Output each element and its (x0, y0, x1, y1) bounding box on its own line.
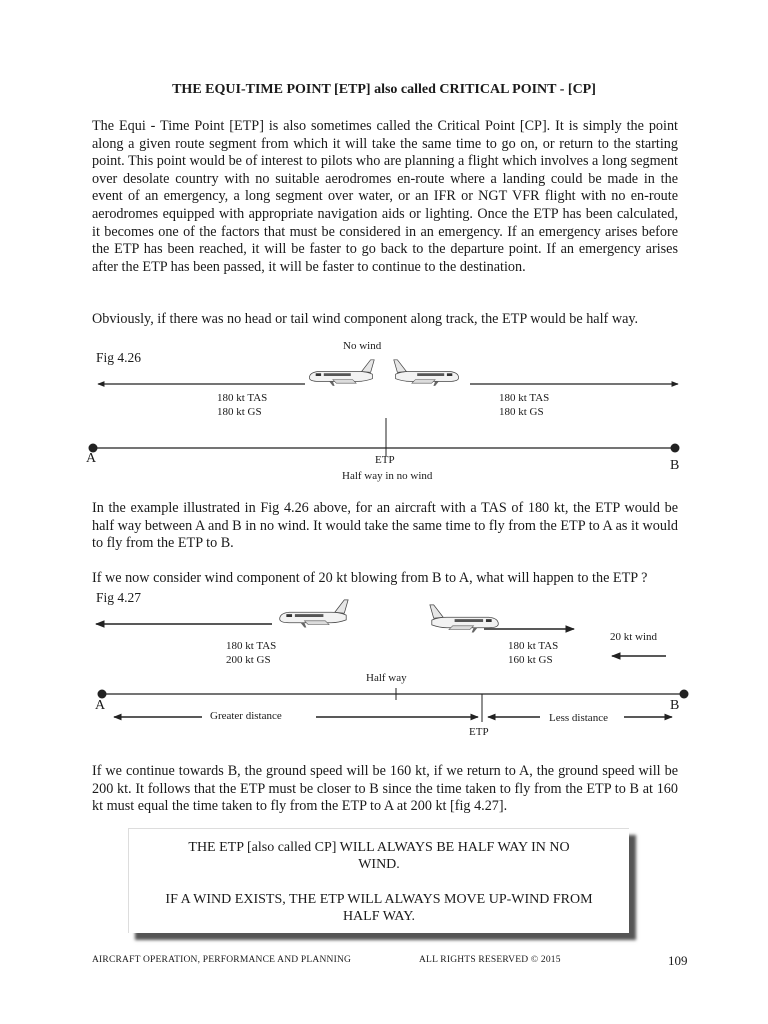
fig427-point-a-label: A (95, 698, 106, 713)
key-points-callout (128, 828, 629, 933)
fig426-left-gs: 180 kt GS (217, 406, 262, 418)
fig427-left-gs: 200 kt GS (226, 654, 271, 666)
less-distance-label: Less distance (549, 712, 608, 724)
fig426-left-tas: 180 kt TAS (217, 392, 268, 404)
fig426-plane-right-icon (394, 360, 459, 386)
no-wind-paragraph: Obviously, if there was no head or tail wind component along track, the ETP would be half way. (92, 311, 639, 327)
callout-line-1: THE ETP [also called CP] WILL ALWAYS BE HALF WAY IN NO (188, 840, 570, 855)
callout-line-2: IF A WIND EXISTS, THE ETP WILL ALWAYS MOVE UP-WIND FROM (165, 892, 593, 907)
fig426-right-gs: 180 kt GS (499, 406, 544, 418)
intro-paragraph: The Equi - Time Point [ETP] is also sometimes called the Critical Point [CP]. It is simply the point along a given route segment from which it will take the same time to go on, or return to the starting point. This point would be of interest to pilots who are planning a flight which involves a long segment over desolate country with no suitable aerodromes en-route where a landing could be made in the event of an emergency, a long segment over water, or an IFR or NGT VFR flight with no en-route aerodromes equipped with appropriate navigation aids or lighting. Once the ETP has been calculated, it becomes one of the factors that must be considered in an emergency. If an emergency arises before the ETP has been reached, it will be faster to go back to the departure point. If an emergency arises after the ETP has been passed, it will be faster to continue to the destination. (92, 118, 678, 275)
greater-distance-label: Greater distance (210, 710, 282, 722)
fig426-right-tas: 180 kt TAS (499, 392, 550, 404)
fig427-wind-label: 20 kt wind (610, 631, 658, 643)
footer-title: AIRCRAFT OPERATION, PERFORMANCE AND PLANNING (92, 955, 352, 965)
fig426-label: Fig 4.26 (96, 350, 142, 365)
fig426-point-a-label: A (86, 451, 97, 466)
fig427-label: Fig 4.27 (96, 590, 142, 605)
example-paragraph: In the example illustrated in Fig 4.26 above, for an aircraft with a TAS of 180 kt, the ETP would be half way between A and B in no wind. It would take the same time to fly from the ETP to A as it would to fly from the ETP to B. (92, 500, 678, 552)
fig426-etp-label: ETP (375, 454, 395, 466)
fig426-half-way-note: Half way in no wind (342, 470, 433, 482)
fig426-no-wind-label: No wind (343, 340, 382, 352)
callout-line-2b: HALF WAY. (342, 909, 416, 924)
fig427-right-tas: 180 kt TAS (508, 640, 559, 652)
fig427-half-way-label: Half way (366, 672, 407, 684)
fig427-plane-left-icon (280, 600, 348, 628)
fig427-point-b-dot (680, 690, 689, 699)
fig427-left-tas: 180 kt TAS (226, 640, 277, 652)
wind-question-paragraph: If we now consider wind component of 20 kt blowing from B to A, what will happen to the ETP ? (92, 570, 648, 586)
fig427-right-gs: 160 kt GS (508, 654, 553, 666)
fig-4-27 (96, 600, 689, 722)
fig426-plane-left-icon (309, 360, 374, 386)
callout-line-1b: WIND. (358, 857, 400, 872)
fig427-point-b-label: B (670, 698, 680, 713)
fig426-point-b-label: B (670, 458, 680, 473)
conclusion-paragraph: If we continue towards B, the ground speed will be 160 kt, if we return to A, the ground speed will be 200 kt. It follows that the ETP must be closer to B since the time taken to fly from the ETP to B at 160 kt must equal the time taken to fly from the ETP to A at 200 kt [fig 4.27]. (92, 763, 678, 815)
fig-4-26 (89, 360, 680, 456)
page-number: 109 (668, 953, 688, 968)
footer-copyright: ALL RIGHTS RESERVED © 2015 (419, 955, 561, 965)
fig426-point-b-dot (671, 444, 680, 453)
page-title: THE EQUI-TIME POINT [ETP] also called CRITICAL POINT - [CP] (172, 82, 596, 97)
fig427-etp-label: ETP (469, 726, 489, 738)
